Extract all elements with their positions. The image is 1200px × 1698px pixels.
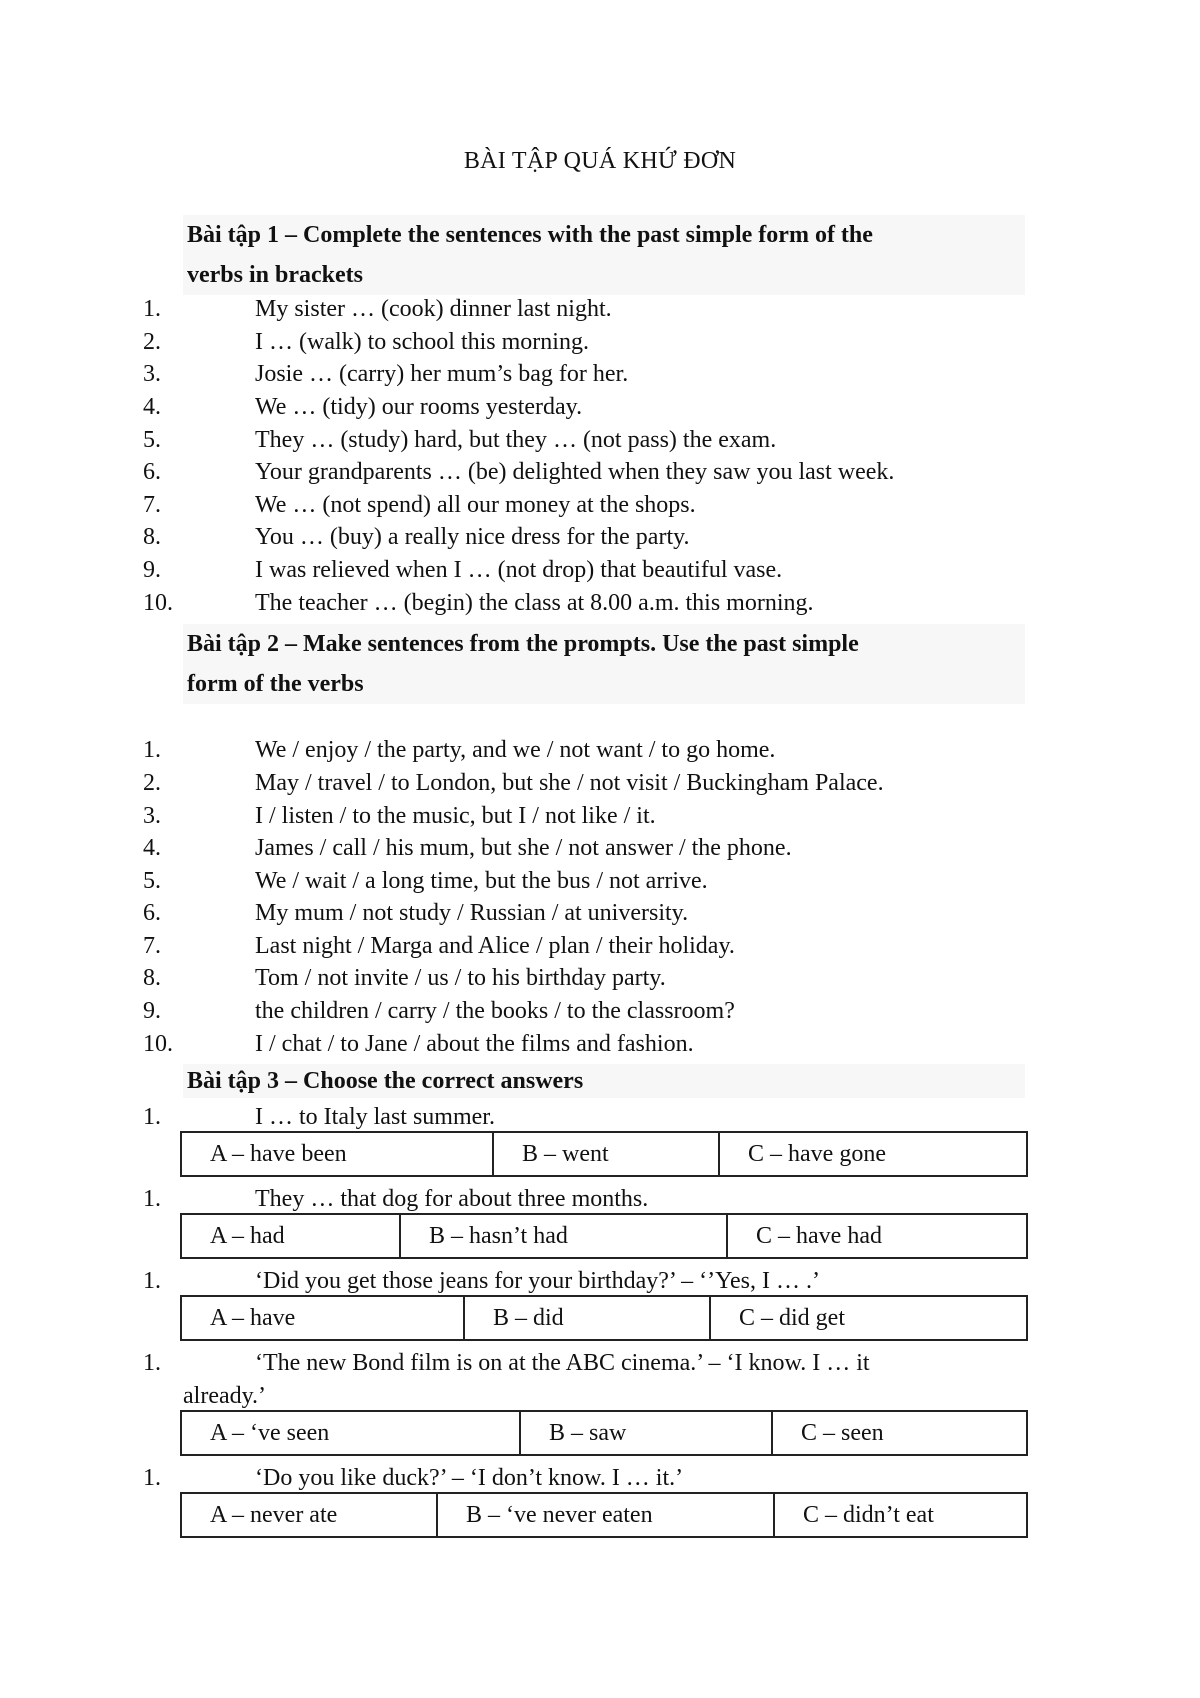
question-number: 1. <box>143 1350 161 1376</box>
item-text: May / travel / to London, but she / not visit / Buckingham Palace. <box>255 770 884 796</box>
exercise-1-heading <box>183 215 1025 295</box>
item-number: 8. <box>143 524 161 550</box>
question-number: 1. <box>143 1268 161 1294</box>
answer-option-c[interactable]: C – seen <box>771 1412 1026 1454</box>
item-number: 6. <box>143 459 161 485</box>
exercise-3-heading <box>183 1064 1025 1098</box>
exercise-2-heading <box>183 624 1025 704</box>
item-number: 5. <box>143 868 161 894</box>
item-number: 10. <box>143 590 173 616</box>
item-number: 6. <box>143 900 161 926</box>
item-number: 9. <box>143 557 161 583</box>
item-number: 7. <box>143 933 161 959</box>
item-text: Tom / not invite / us / to his birthday party. <box>255 965 666 991</box>
exercise-1-heading-line2: verbs in brackets <box>187 262 363 288</box>
item-text: We / wait / a long time, but the bus / not arrive. <box>255 868 708 894</box>
item-text: I / listen / to the music, but I / not like / it. <box>255 803 656 829</box>
answer-option-a[interactable]: A – had <box>210 1223 285 1249</box>
question-text: ‘Do you like duck?’ – ‘I don’t know. I … it.’ <box>255 1465 684 1491</box>
question-text-continued: already.’ <box>183 1383 267 1409</box>
answer-option-a[interactable]: A – never ate <box>210 1502 338 1528</box>
item-number: 1. <box>143 737 161 763</box>
item-number: 5. <box>143 427 161 453</box>
question-text: ‘Did you get those jeans for your birthday?’ – ‘’Yes, I … .’ <box>255 1268 820 1294</box>
answer-options-table <box>180 1492 1028 1538</box>
item-text: Your grandparents … (be) delighted when they saw you last week. <box>255 459 895 485</box>
answer-options-table <box>180 1410 1028 1456</box>
answer-option-c[interactable]: C – have gone <box>718 1133 1026 1175</box>
item-number: 8. <box>143 965 161 991</box>
item-number: 2. <box>143 329 161 355</box>
answer-option-a[interactable]: A – ‘ve seen <box>210 1420 330 1446</box>
question-text: They … that dog for about three months. <box>255 1186 649 1212</box>
exercise-1-heading-line1: Bài tập 1 – Complete the sentences with the past simple form of the <box>187 222 873 248</box>
item-text: We / enjoy / the party, and we / not want / to go home. <box>255 737 776 763</box>
answer-options-table <box>180 1213 1028 1259</box>
item-text: I was relieved when I … (not drop) that beautiful vase. <box>255 557 783 583</box>
answer-options-table <box>180 1131 1028 1177</box>
exercise-3-heading-text: Bài tập 3 – Choose the correct answers <box>187 1068 584 1094</box>
item-number: 4. <box>143 394 161 420</box>
item-text: James / call / his mum, but she / not answer / the phone. <box>255 835 792 861</box>
item-number: 10. <box>143 1031 173 1057</box>
answer-options-table <box>180 1295 1028 1341</box>
item-text: Last night / Marga and Alice / plan / their holiday. <box>255 933 735 959</box>
answer-option-c[interactable]: C – did get <box>709 1297 1026 1339</box>
exercise-2-heading-line1: Bài tập 2 – Make sentences from the prompts. Use the past simple <box>187 631 859 657</box>
item-text: Josie … (carry) her mum’s bag for her. <box>255 361 629 387</box>
item-text: They … (study) hard, but they … (not pass) the exam. <box>255 427 777 453</box>
item-text: The teacher … (begin) the class at 8.00 a.m. this morning. <box>255 590 814 616</box>
question-number: 1. <box>143 1465 161 1491</box>
item-text: the children / carry / the books / to the classroom? <box>255 998 735 1024</box>
item-number: 3. <box>143 361 161 387</box>
answer-option-b[interactable]: B – ‘ve never eaten <box>436 1494 773 1536</box>
item-text: You … (buy) a really nice dress for the party. <box>255 524 690 550</box>
item-text: We … (not spend) all our money at the shops. <box>255 492 696 518</box>
item-number: 7. <box>143 492 161 518</box>
item-text: My mum / not study / Russian / at university. <box>255 900 689 926</box>
question-number: 1. <box>143 1104 161 1130</box>
question-number: 1. <box>143 1186 161 1212</box>
item-text: I … (walk) to school this morning. <box>255 329 589 355</box>
answer-option-a[interactable]: A – have <box>210 1305 296 1331</box>
answer-option-b[interactable]: B – did <box>463 1297 709 1339</box>
item-text: I / chat / to Jane / about the films and fashion. <box>255 1031 694 1057</box>
item-text: We … (tidy) our rooms yesterday. <box>255 394 583 420</box>
item-number: 9. <box>143 998 161 1024</box>
answer-option-b[interactable]: B – saw <box>519 1412 771 1454</box>
answer-option-c[interactable]: C – didn’t eat <box>773 1494 1026 1536</box>
item-number: 4. <box>143 835 161 861</box>
answer-option-b[interactable]: B – went <box>492 1133 718 1175</box>
answer-option-b[interactable]: B – hasn’t had <box>399 1215 726 1257</box>
question-text: I … to Italy last summer. <box>255 1104 495 1130</box>
item-number: 2. <box>143 770 161 796</box>
question-text: ‘The new Bond film is on at the ABC cinema.’ – ‘I know. I … it <box>255 1350 870 1376</box>
answer-option-a[interactable]: A – have been <box>210 1141 347 1167</box>
exercise-2-heading-line2: form of the verbs <box>187 671 364 697</box>
item-number: 3. <box>143 803 161 829</box>
answer-option-c[interactable]: C – have had <box>726 1215 1026 1257</box>
page-title: BÀI TẬP QUÁ KHỨ ĐƠN <box>463 148 737 174</box>
item-text: My sister … (cook) dinner last night. <box>255 296 612 322</box>
item-number: 1. <box>143 296 161 322</box>
